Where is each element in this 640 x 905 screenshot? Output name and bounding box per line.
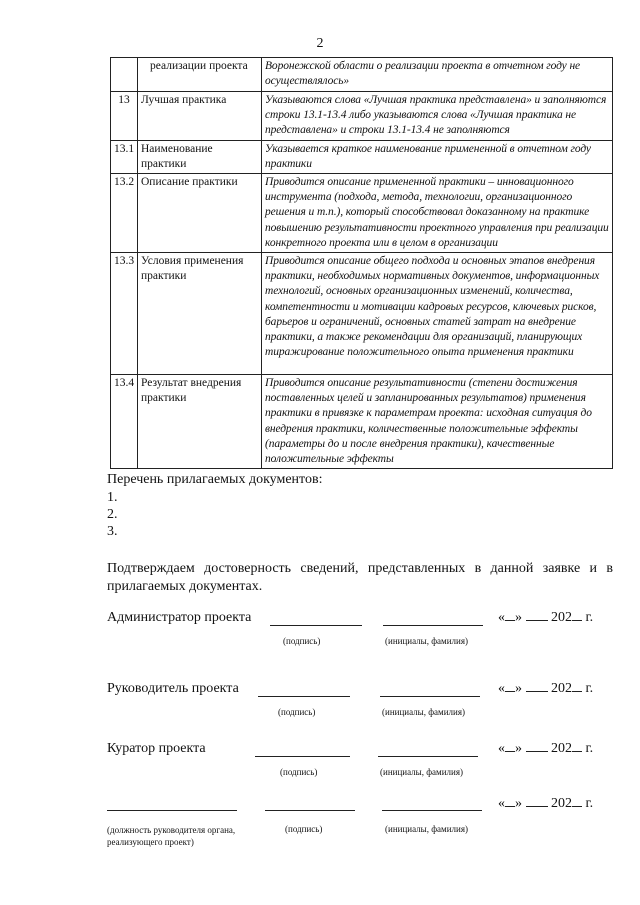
row-name: Условия применения практики <box>138 253 262 375</box>
table-row <box>111 253 613 375</box>
confirmation-text: Подтверждаем достоверность сведений, представленных в данной заявке и в прилагаемых документах. <box>107 561 613 594</box>
table-row <box>111 58 613 92</box>
date-open: « <box>498 796 505 811</box>
row-number: 13 <box>111 92 138 141</box>
row-number <box>111 58 138 92</box>
table-row <box>111 375 613 469</box>
org-signature-line <box>265 810 355 811</box>
row-description: Указывается краткое наименование примененной в отчетном году практики <box>262 140 613 173</box>
date-close: » <box>515 741 522 756</box>
row-name: Результат внедрения практики <box>138 375 262 469</box>
position-line <box>107 810 237 811</box>
row-name: реализации проекта <box>138 58 262 92</box>
curator-signature-line <box>255 756 350 757</box>
initials-caption: (инициалы, фамилия) <box>385 824 468 834</box>
signature-caption: (подпись) <box>280 767 318 777</box>
row-name: Наименование практики <box>138 140 262 173</box>
initials-caption: (инициалы, фамилия) <box>385 636 468 646</box>
row-description: Приводится описание результативности (степени достижения поставленных целей и запланированных результатов) применения практики в привязке к параметрам проекта: исходная ситуация до внедрения практики, количественные положительные эффекты (параметры до и после внедрения практики), качественные положительные эффекты <box>262 375 613 469</box>
date-suffix: г. <box>585 610 594 625</box>
row-name: Лучшая практика <box>138 92 262 141</box>
org-name-line <box>382 810 482 811</box>
position-caption: (должность руководителя органа, реализующего проект) <box>107 825 236 847</box>
date-open: « <box>498 741 505 756</box>
signature-caption: (подпись) <box>278 707 316 717</box>
date-suffix: г. <box>585 796 594 811</box>
row-description: Воронежской области о реализации проекта в отчетном году не осуществлялось» <box>262 58 613 92</box>
admin-signature-line <box>270 625 362 626</box>
date-open: « <box>498 610 505 625</box>
documents-title: Перечень прилагаемых документов: <box>107 472 323 487</box>
admin-date <box>498 610 593 626</box>
row-description: Указываются слова «Лучшая практика представлена» и заполняются строки 13.1-13.4 либо указываются слова «Лучшая практика не представлена» и строки 13.1-13.4 не заполняются <box>262 92 613 141</box>
admin-name-line <box>383 625 483 626</box>
signature-caption: (подпись) <box>283 636 321 646</box>
date-close: » <box>515 681 522 696</box>
document-item: 2. <box>107 507 118 522</box>
initials-caption: (инициалы, фамилия) <box>382 707 465 717</box>
document-item: 3. <box>107 524 118 539</box>
signature-caption: (подпись) <box>285 824 323 834</box>
table-row <box>111 174 613 253</box>
curator-label: Куратор проекта <box>107 741 206 756</box>
document-item: 1. <box>107 490 118 505</box>
date-close: » <box>515 610 522 625</box>
row-description: Приводится описание общего подхода и основных этапов внедрения практики, необходимых нормативных документов, информационных технологий, основных организационных изменений, количества, компетентности и мотивации кадровых ресурсов, ключевых рисков, барьеров и ограничений, основных статей затрат на внедрение практики, а также рекомендации для организаций, планирующих тиражирование положительного опыта применения практики <box>262 253 613 375</box>
head-signature-line <box>258 696 350 697</box>
date-year: 202 <box>551 610 572 625</box>
curator-name-line <box>378 756 478 757</box>
date-year: 202 <box>551 741 572 756</box>
date-suffix: г. <box>585 741 594 756</box>
admin-label: Администратор проекта <box>107 610 252 625</box>
date-suffix: г. <box>585 681 594 696</box>
head-label: Руководитель проекта <box>107 681 239 696</box>
row-number: 13.1 <box>111 140 138 173</box>
table-row <box>111 92 613 141</box>
date-open: « <box>498 681 505 696</box>
date-year: 202 <box>551 681 572 696</box>
org-date <box>498 796 593 812</box>
table-row <box>111 140 613 173</box>
row-number: 13.4 <box>111 375 138 469</box>
row-description: Приводится описание примененной практики – инновационного инструмента (подхода, метода, технологии, организационного решения и т.п.), который способствовал доказанному на практике повышению результативности проектного управления при реализации конкретного проекта или в целом в организации <box>262 174 613 253</box>
head-date <box>498 681 593 697</box>
date-year: 202 <box>551 796 572 811</box>
page-number: 2 <box>316 36 324 51</box>
initials-caption: (инициалы, фамилия) <box>380 767 463 777</box>
practice-table <box>110 57 613 469</box>
row-number: 13.3 <box>111 253 138 375</box>
curator-date <box>498 741 593 757</box>
row-name: Описание практики <box>138 174 262 253</box>
date-close: » <box>515 796 522 811</box>
head-name-line <box>380 696 480 697</box>
row-number: 13.2 <box>111 174 138 253</box>
